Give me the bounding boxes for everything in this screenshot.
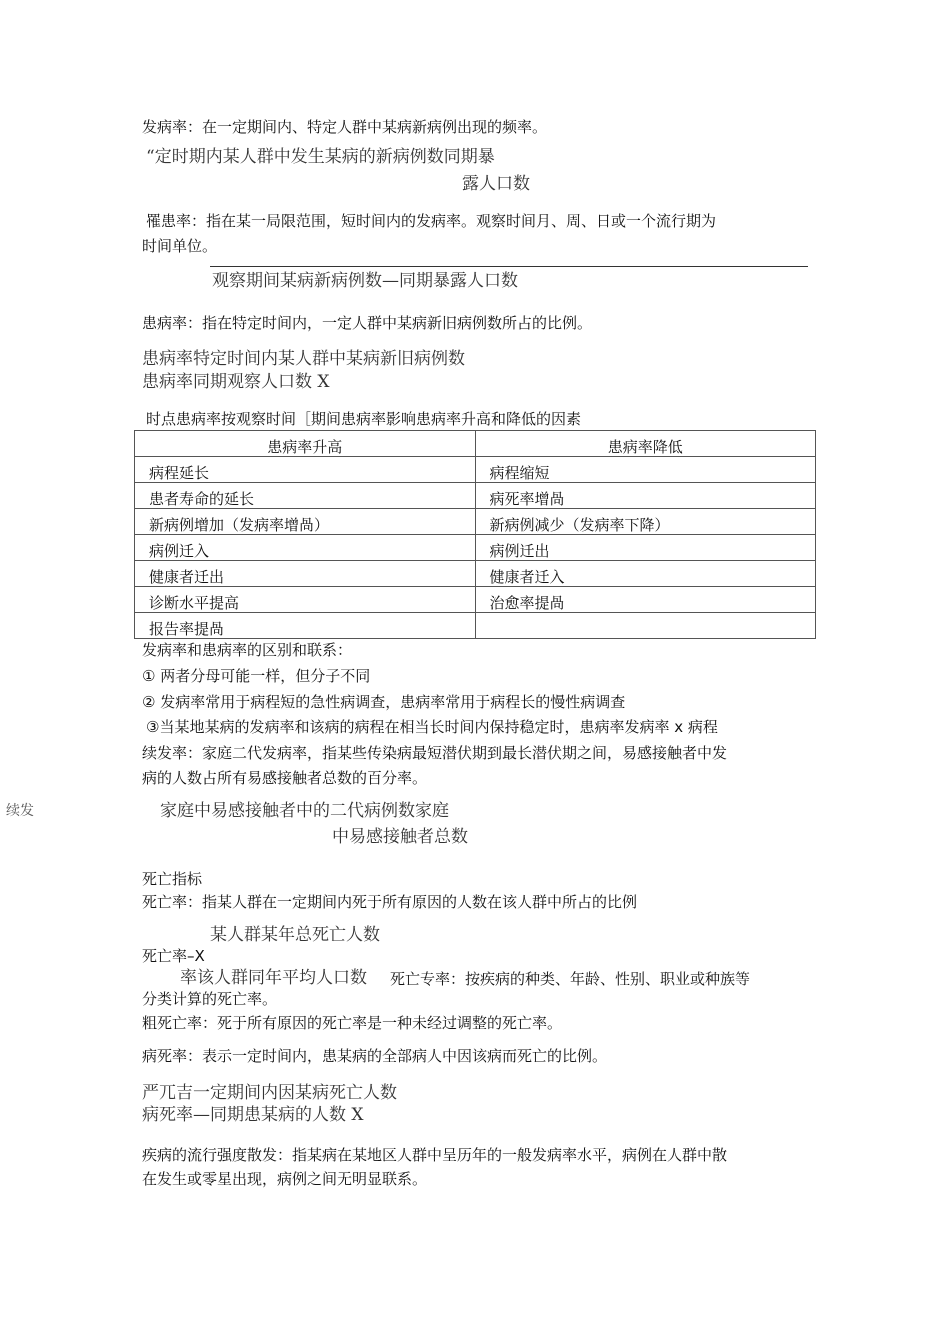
table-cell: 健康者迁出 [135,561,476,587]
case-fatality-formula-numerator: 严兀吉一定期间内因某病死亡人数 [142,1083,397,1103]
table-cell: 患者寿命的延长 [135,483,476,509]
table-header-row [135,431,816,457]
table-cell: 病例迁入 [135,535,476,561]
case-fatality-definition: 病死率：表示一定时间内，患某病的全部病人中因该病而死亡的比例。 [142,1047,608,1065]
secondary-attack-formula-denominator: 中易感接触者总数 [332,827,468,847]
comparison-point-1: ① 两者分母可能一样，但分子不同 [142,667,371,685]
table-cell: 病程延长 [135,457,476,483]
sporadic-definition: 疾病的流行强度散发：指某病在某地区人群中呈历年的一般发病率水平，病例在人群中散 [142,1146,728,1164]
comparison-point-3: ③当某地某病的发病率和该病的病程在相当长时间内保持稳定时，患病率发病率 x 病程 [146,718,718,736]
secondary-attack-rate-definition: 续发率：家庭二代发病率，指某些传染病最短潜伏期到最长潜伏期之间，易感接触者中发 [142,744,728,762]
table-row [135,561,816,587]
table-cell: 新病例增加（发病率增咼） [135,509,476,535]
attack-rate-definition-cont: 时间单位。 [142,237,218,255]
sporadic-definition-cont: 在发生或零星出现，病例之间无明显联系。 [142,1170,428,1188]
mortality-formula-numerator: 某人群某年总死亡人数 [210,925,380,945]
table-cell: 健康者迁入 [475,561,816,587]
specific-mortality-definition-cont: 分类计算的死亡率。 [142,990,278,1008]
specific-mortality-definition: 死亡专率：按疾病的种类、年龄、性别、职业或种族等 [390,970,751,988]
margin-label: 续发 [6,803,34,819]
table-cell: 新病例减少（发病率下降） [475,509,816,535]
header-decrease: 患病率降低 [475,431,816,457]
prevalence-factors-table [134,430,816,639]
comparison-heading: 发病率和患病率的区别和联系： [142,641,353,659]
table-row [135,613,816,639]
table-cell [475,613,816,639]
table-caption: 时点患病率按观察时间［期间患病率影响患病率升高和降低的因素 [146,410,582,428]
incidence-formula-numerator: “定时期内某人群中发生某病的新病例数同期暴 [146,147,495,167]
prevalence-definition: 患病率：指在特定时间内，一定人群中某病新旧病例数所占的比例。 [142,314,593,332]
table-cell: 报告率提咼 [135,613,476,639]
divider-line [210,266,808,267]
table-cell: 病死率增咼 [475,483,816,509]
mortality-formula-label: 死亡率–X [142,947,205,965]
mortality-heading: 死亡指标 [142,870,203,888]
crude-mortality-definition: 粗死亡率：死于所有原因的死亡率是一种未经过调整的死亡率。 [142,1014,563,1032]
table-row [135,483,816,509]
comparison-point-2: ② 发病率常用于病程短的急性病调查，患病率常用于病程长的慢性病调查 [142,693,626,711]
table-cell: 病程缩短 [475,457,816,483]
table-row [135,535,816,561]
table-row [135,509,816,535]
prevalence-formula-numerator: 患病率特定时间内某人群中某病新旧病例数 [142,349,465,369]
prevalence-formula-denominator: 患病率同期观察人口数 X [142,372,330,392]
attack-rate-formula: 观察期间某病新病例数—同期暴露人口数 [212,271,518,291]
table-cell: 治愈率提咼 [475,587,816,613]
mortality-formula-denominator: 率该人群同年平均人口数 [180,968,367,988]
attack-rate-definition: 罹患率：指在某一局限范围，短时间内的发病率。观察时间月、周、日或一个流行期为 [146,212,717,230]
table-row [135,587,816,613]
secondary-attack-formula-numerator: 家庭中易感接触者中的二代病例数家庭 [160,801,449,821]
mortality-definition: 死亡率：指某人群在一定期间内死于所有原因的人数在该人群中所占的比例 [142,893,638,911]
table-row [135,457,816,483]
header-increase: 患病率升高 [135,431,476,457]
table-cell: 诊断水平提高 [135,587,476,613]
case-fatality-formula-denominator: 病死率—同期患某病的人数 X [142,1105,364,1125]
incidence-definition: 发病率：在一定期间内、特定人群中某病新病例出现的频率。 [142,118,548,136]
table-cell: 病例迁出 [475,535,816,561]
incidence-formula-denominator: 露人口数 [462,174,530,194]
secondary-attack-rate-definition-cont: 病的人数占所有易感接触者总数的百分率。 [142,769,428,787]
